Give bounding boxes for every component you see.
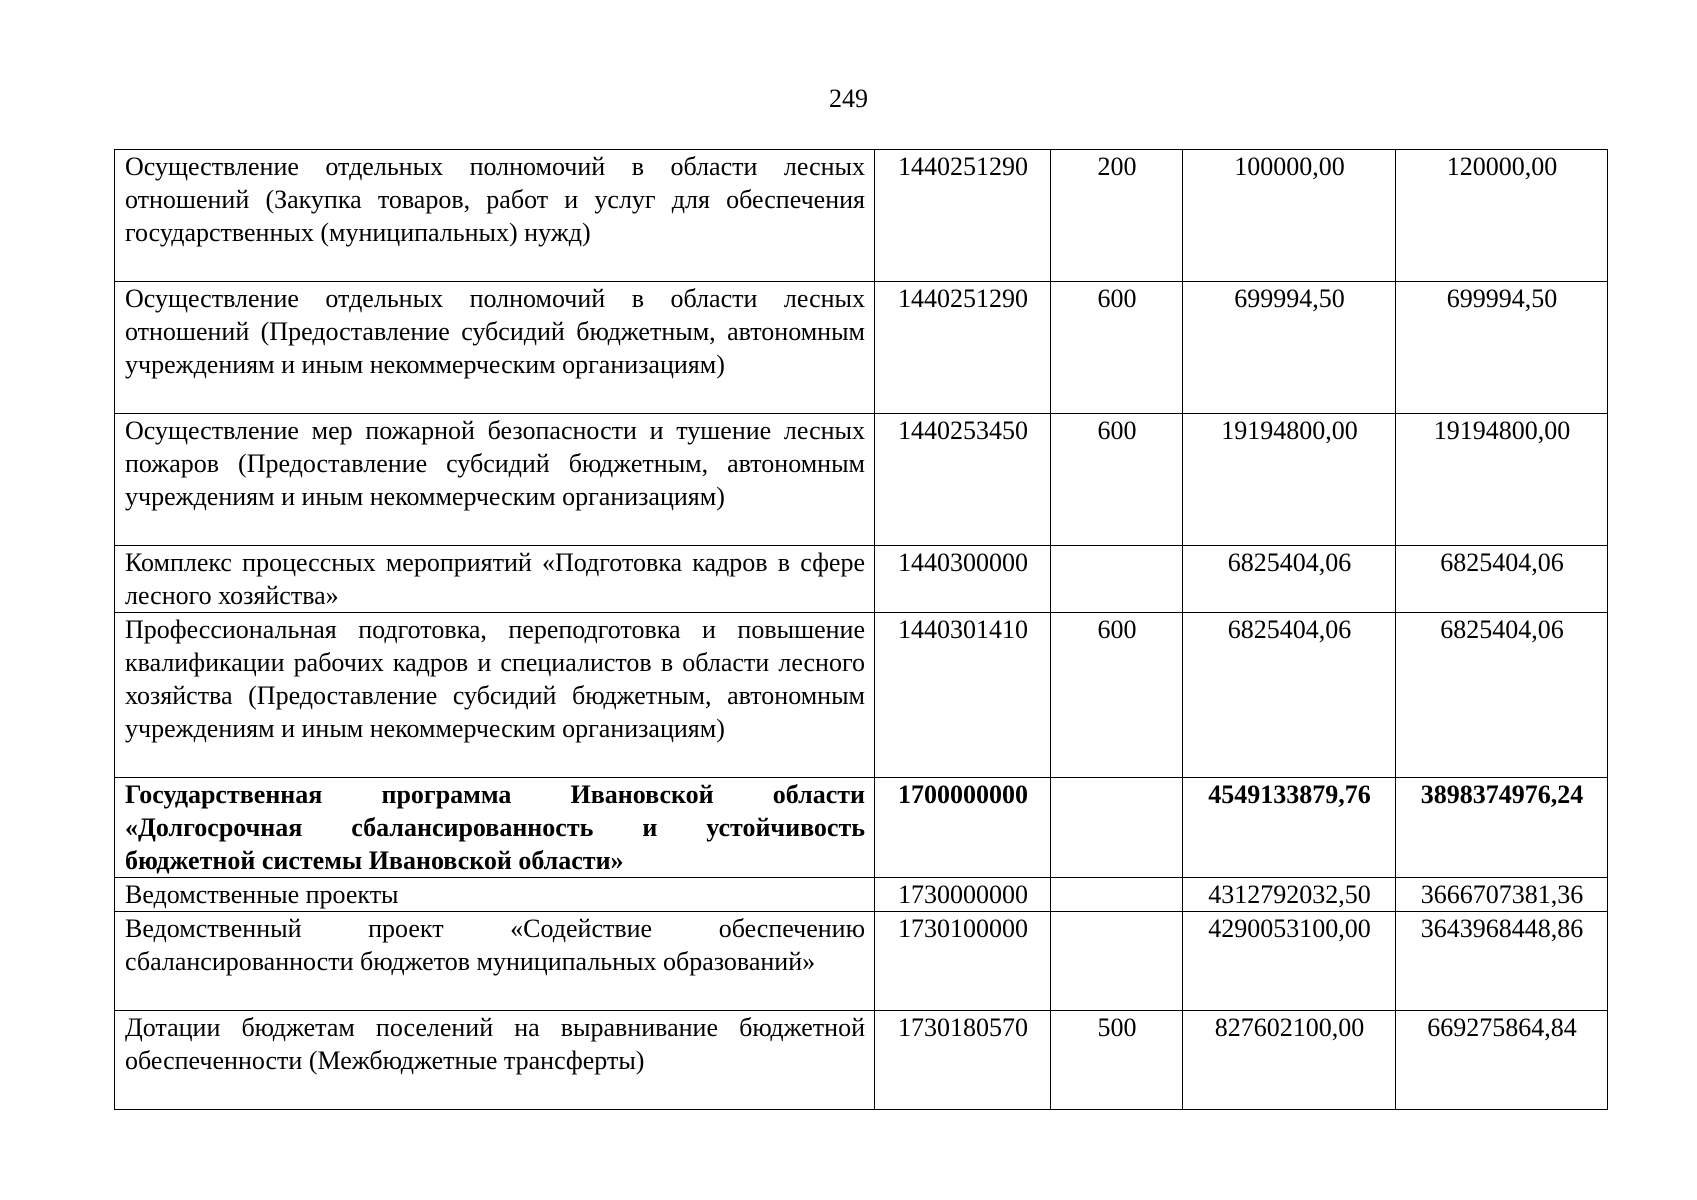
target-article-code: 1730000000 <box>875 878 1051 912</box>
expense-type-code: 600 <box>1051 613 1183 778</box>
budget-table <box>114 149 1608 1110</box>
target-article-code: 1440301410 <box>875 613 1051 778</box>
table-row <box>115 1011 1608 1110</box>
expense-type-code <box>1051 778 1183 878</box>
amount-year-2: 3643968448,86 <box>1396 912 1608 1011</box>
table-row <box>115 778 1608 878</box>
amount-year-2: 3898374976,24 <box>1396 778 1608 878</box>
expense-type-code <box>1051 912 1183 1011</box>
table-row <box>115 150 1608 282</box>
amount-year-2: 699994,50 <box>1396 282 1608 414</box>
target-article-code: 1440251290 <box>875 282 1051 414</box>
amount-year-1: 827602100,00 <box>1183 1011 1396 1110</box>
row-description: Государственная программа Ивановской области «Долгосрочная сбалансированность и устойчивость бюджетной системы Ивановской области» <box>115 778 875 878</box>
amount-year-1: 4290053100,00 <box>1183 912 1396 1011</box>
amount-year-1: 699994,50 <box>1183 282 1396 414</box>
table-row <box>115 414 1608 546</box>
expense-type-code: 500 <box>1051 1011 1183 1110</box>
table-row <box>115 282 1608 414</box>
row-description: Дотации бюджетам поселений на выравнивание бюджетной обеспеченности (Межбюджетные трансферты) <box>115 1011 875 1110</box>
expense-type-code <box>1051 878 1183 912</box>
amount-year-1: 6825404,06 <box>1183 613 1396 778</box>
target-article-code: 1440253450 <box>875 414 1051 546</box>
target-article-code: 1440300000 <box>875 546 1051 613</box>
table-row <box>115 546 1608 613</box>
row-description: Осуществление отдельных полномочий в области лесных отношений (Предоставление субсидий бюджетным, автономным учреждениям и иным некоммерческим организациям) <box>115 282 875 414</box>
amount-year-1: 100000,00 <box>1183 150 1396 282</box>
target-article-code: 1700000000 <box>875 778 1051 878</box>
amount-year-1: 19194800,00 <box>1183 414 1396 546</box>
row-description: Комплекс процессных мероприятий «Подготовка кадров в сфере лесного хозяйства» <box>115 546 875 613</box>
row-description: Ведомственные проекты <box>115 878 875 912</box>
amount-year-2: 3666707381,36 <box>1396 878 1608 912</box>
amount-year-2: 6825404,06 <box>1396 546 1608 613</box>
row-description: Ведомственный проект «Содействие обеспечению сбалансированности бюджетов муниципальных образований» <box>115 912 875 1011</box>
expense-type-code: 600 <box>1051 414 1183 546</box>
amount-year-2: 120000,00 <box>1396 150 1608 282</box>
amount-year-2: 669275864,84 <box>1396 1011 1608 1110</box>
expense-type-code: 200 <box>1051 150 1183 282</box>
expense-type-code: 600 <box>1051 282 1183 414</box>
expense-type-code <box>1051 546 1183 613</box>
target-article-code: 1730100000 <box>875 912 1051 1011</box>
target-article-code: 1440251290 <box>875 150 1051 282</box>
row-description: Осуществление отдельных полномочий в области лесных отношений (Закупка товаров, работ и услуг для обеспечения государственных (муниципальных) нужд) <box>115 150 875 282</box>
row-description: Профессиональная подготовка, переподготовка и повышение квалификации рабочих кадров и специалистов в области лесного хозяйства (Предоставление субсидий бюджетным, автономным учреждениям и иным некоммерческим организациям) <box>115 613 875 778</box>
page-number: 249 <box>829 84 868 113</box>
table-row <box>115 878 1608 912</box>
target-article-code: 1730180570 <box>875 1011 1051 1110</box>
amount-year-1: 4312792032,50 <box>1183 878 1396 912</box>
row-description: Осуществление мер пожарной безопасности и тушение лесных пожаров (Предоставление субсидий бюджетным, автономным учреждениям и иным некоммерческим организациям) <box>115 414 875 546</box>
amount-year-1: 6825404,06 <box>1183 546 1396 613</box>
amount-year-1: 4549133879,76 <box>1183 778 1396 878</box>
table-row <box>115 912 1608 1011</box>
amount-year-2: 6825404,06 <box>1396 613 1608 778</box>
amount-year-2: 19194800,00 <box>1396 414 1608 546</box>
table-row <box>115 613 1608 778</box>
